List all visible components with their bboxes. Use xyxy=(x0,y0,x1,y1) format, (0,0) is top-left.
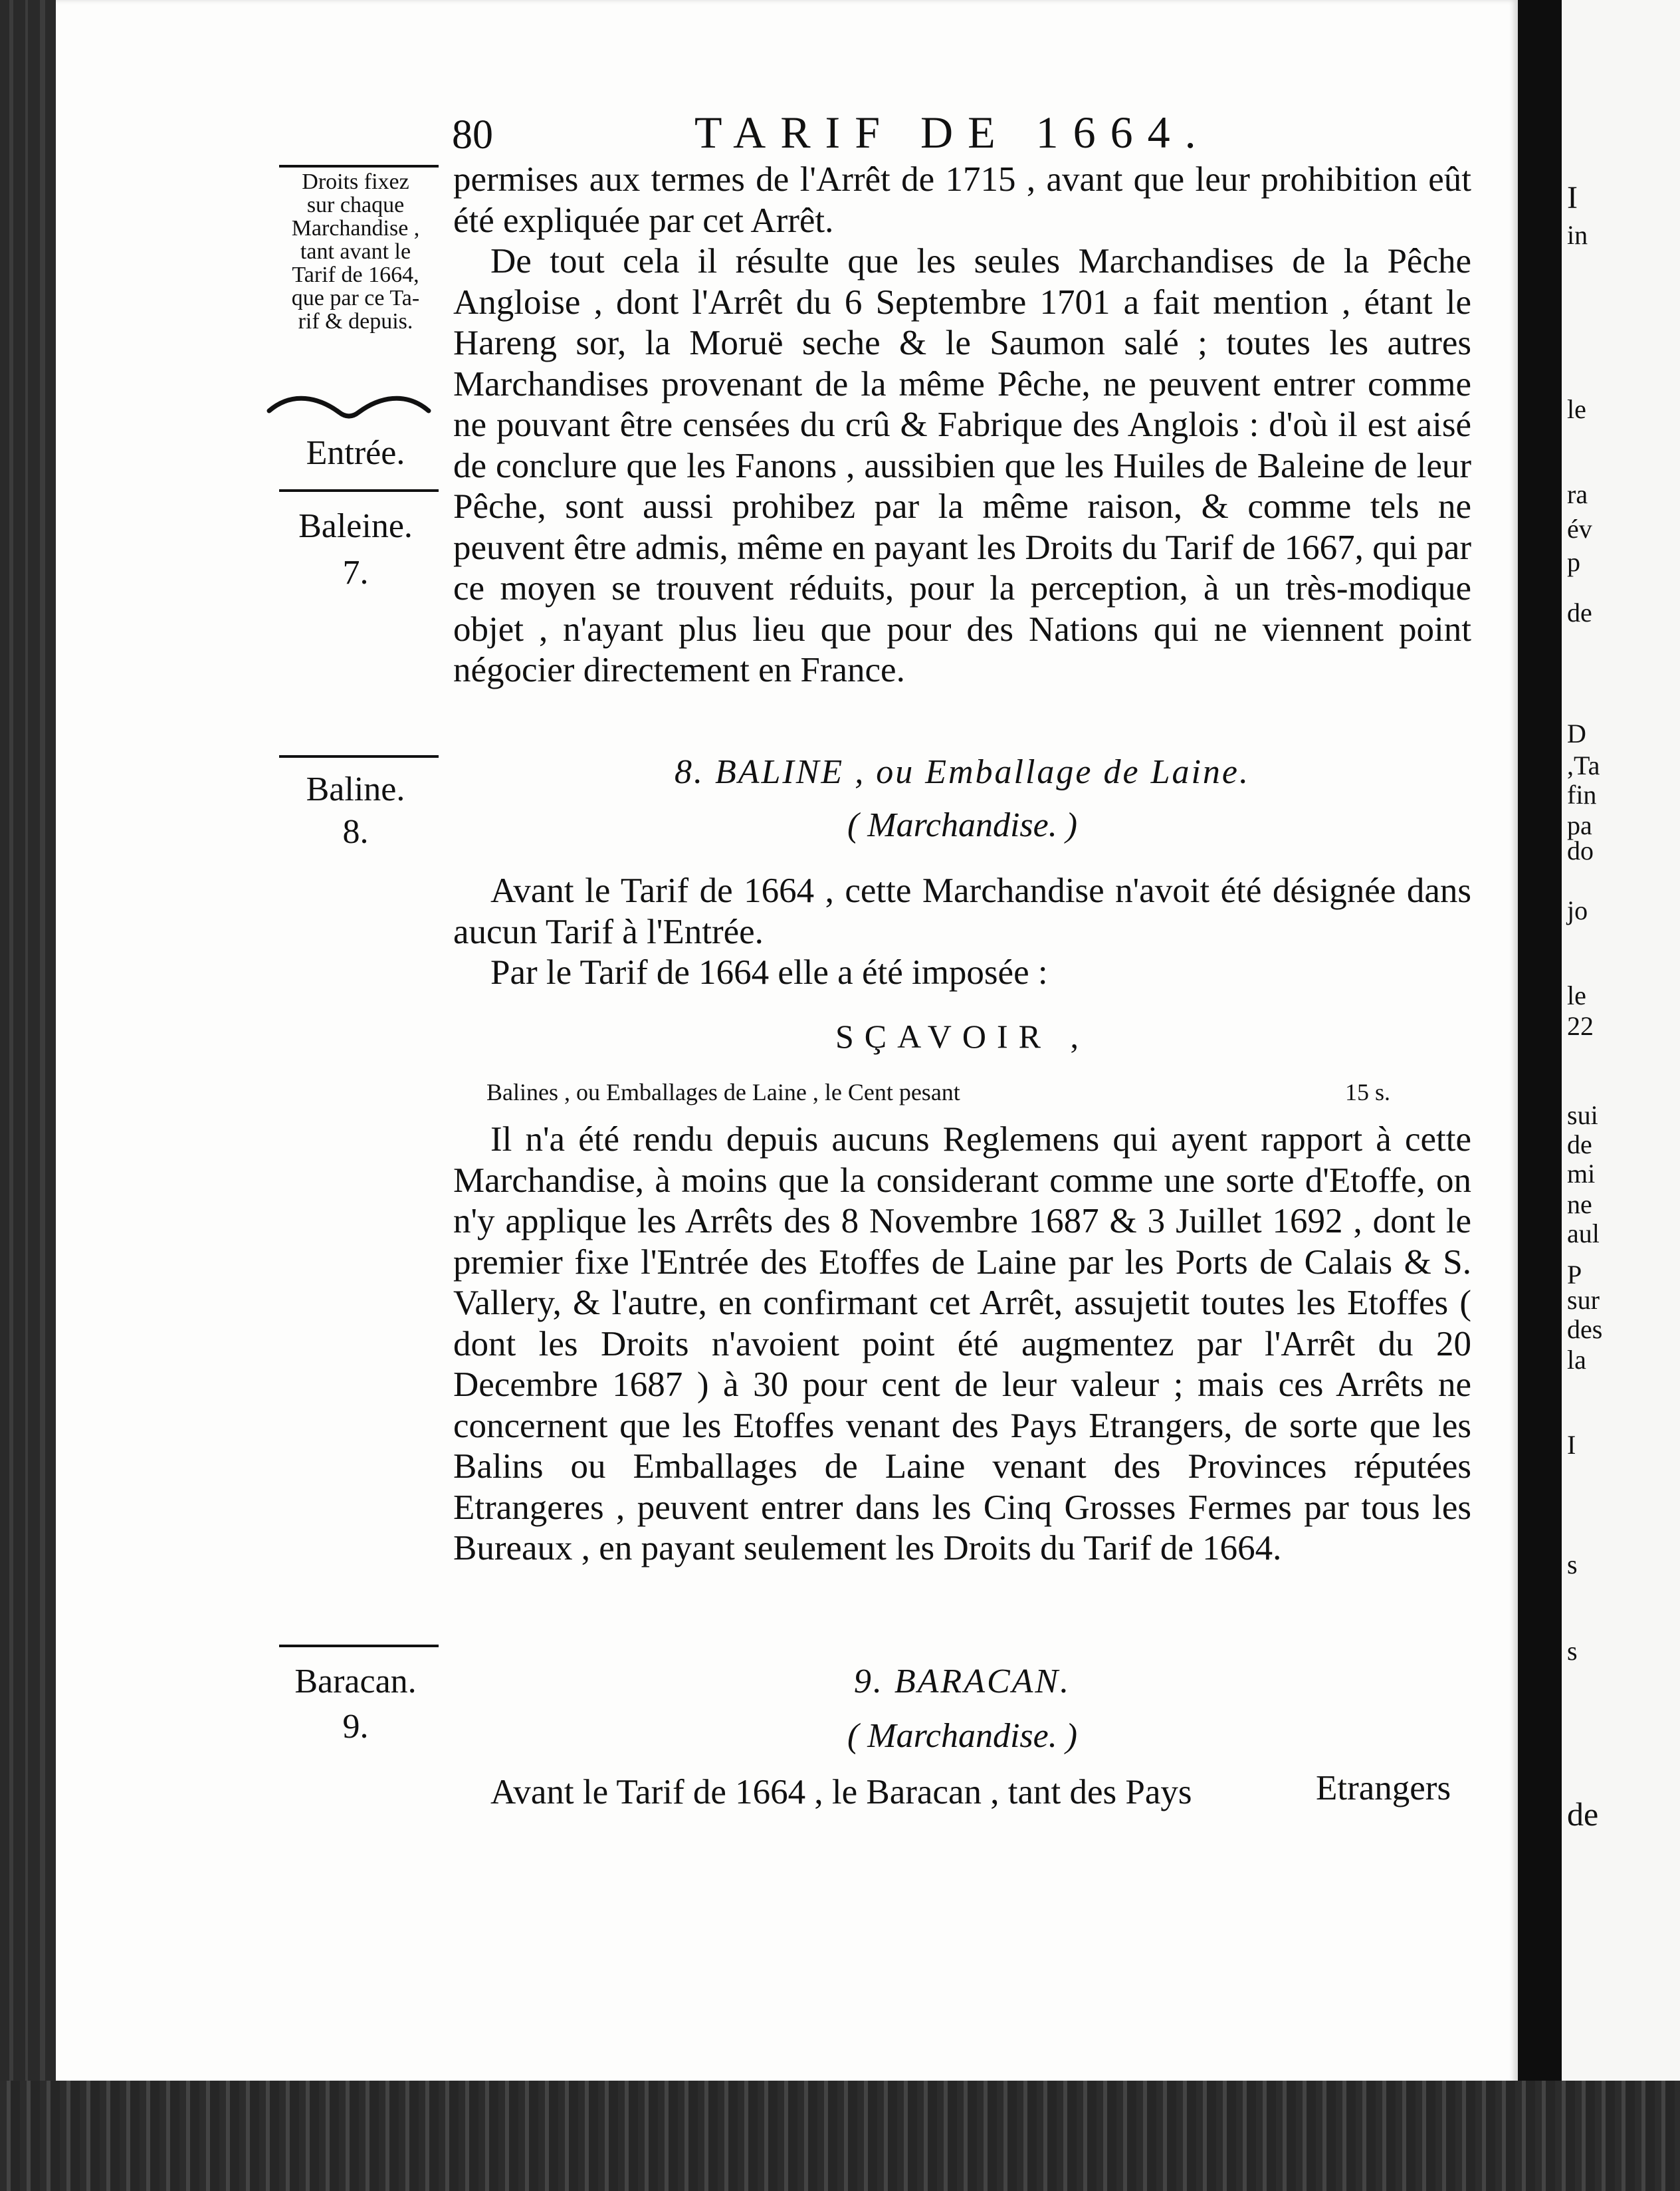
scan-bottom-edge xyxy=(0,2081,1680,2191)
facing-fragment: de xyxy=(1567,598,1592,628)
section-heading-9: 9. BARACAN. xyxy=(853,1663,1071,1700)
margin-note-line: Tarif de 1664, xyxy=(292,263,419,287)
tariff-price: 15 s. xyxy=(1344,1079,1390,1105)
margin-baracan-title: Baracan. xyxy=(294,1663,417,1700)
section-subheading-8: ( Marchandise. ) xyxy=(847,806,1078,844)
facing-fragment: la xyxy=(1567,1345,1586,1375)
margin-baleine-title: Baleine. xyxy=(298,507,413,545)
facing-fragment: pa xyxy=(1567,810,1592,840)
margin-baleine-number: 7. xyxy=(342,554,369,592)
facing-fragment: p xyxy=(1567,547,1580,577)
facing-fragment: do xyxy=(1567,836,1594,865)
margin-baracan-number: 9. xyxy=(342,1708,369,1746)
paragraph: Il n'a été rendu depuis aucuns Reglemens qui ayent rapport à cette Marchandise, à moins que la considerant comme une sorte d'Etoffe, on n'y applique les Arrêts des 8 Novembre 1687 & 3 Juillet 1692 , dont le premier fixe l'Entrée des Etoffes de Laine par les Ports de Calais & S. Vallery, & l'autre, en confirmant cet Arrêt, assujetit toutes les Etoffes ( dont les Droits n'avoient point été augmentez par l'Arrêt du 20 Decembre 1687 ) à 30 pour cent de leur valeur ; mais ces Arrêts ne concernent que les Etoffes venant des Pays Etrangers, de sorte que les Balins ou Emballages de Laine venant des Provinces réputées Etrangeres , peuvent entrer dans les Cinq Grosses Fermes par tous les Bureaux , en payant seulement les Droits du Tarif de 1664. xyxy=(453,1120,1471,1567)
section-subheading-9: ( Marchandise. ) xyxy=(847,1717,1078,1755)
facing-fragment: P xyxy=(1567,1260,1582,1290)
margin-note-line: tant avant le xyxy=(300,239,411,264)
margin-entree: Entrée. xyxy=(306,434,405,472)
facing-fragment: s xyxy=(1567,1636,1578,1666)
facing-fragment: le xyxy=(1567,394,1586,424)
facing-fragment: des xyxy=(1567,1314,1603,1344)
text-block-3 xyxy=(453,1119,1471,1569)
tariff-item: Balines , ou Emballages de Laine , le Cent pesant xyxy=(486,1079,960,1105)
margin-rule-1 xyxy=(279,165,439,168)
paragraph: Par le Tarif de 1664 elle a été imposée : xyxy=(490,953,1048,992)
scavoir-heading: SÇAVOIR , xyxy=(835,1018,1090,1055)
paragraph: Avant le Tarif de 1664 , cette Marchandise n'avoit été désignée dans aucun Tarif à l'Entrée. xyxy=(453,871,1471,951)
facing-fragment: sur xyxy=(1567,1285,1600,1315)
margin-baline-number: 8. xyxy=(342,813,369,851)
margin-rule-3 xyxy=(279,755,439,758)
facing-fragment: I xyxy=(1567,1430,1576,1460)
margin-note-line: Droits fixez xyxy=(302,170,409,194)
section-heading-8: 8. BALINE , ou Emballage de Laine. xyxy=(674,753,1251,791)
paragraph: De tout cela il résulte que les seules Marchandises de la Pêche Angloise , dont l'Arrêt du 6 Septembre 1701 a fait mention , étant le Hareng sor, la Moruë seche & le Saumon salé ; toutes les autres Marchandises provenant de la même Pêche, ne peuvent entrer comme ne pouvant être censées du crû & Fabrique des Anglois : d'où il est aisé de conclure que les Fanons , aussibien que les Huiles de Baleine de leur Pêche, sont aussi prohibez par la même raison, & comme tels ne peuvent être admis, même en payant les Droits du Tarif de 1667, qui par ce moyen se trouvent réduits, pour la perception, à un très-modique objet , n'ayant plus lieu que pour des Nations qui ne viennent point négocier directement en France. xyxy=(453,242,1471,689)
facing-fragment: I xyxy=(1567,180,1578,215)
running-title: TARIF DE 1664. xyxy=(694,107,1211,158)
margin-rule-2 xyxy=(279,489,439,492)
facing-fragment: aul xyxy=(1567,1218,1600,1248)
facing-fragment: év xyxy=(1567,514,1592,544)
margin-baline-title: Baline. xyxy=(306,770,405,808)
facing-fragment: de xyxy=(1567,1795,1599,1833)
margin-rule-4 xyxy=(279,1645,439,1647)
facing-fragment: fin xyxy=(1567,780,1597,810)
ornament-swash xyxy=(266,384,432,424)
scan-left-edge xyxy=(0,0,56,2191)
facing-fragment: de xyxy=(1567,1129,1592,1159)
margin-note-line: sur chaque xyxy=(306,193,405,217)
book-gutter xyxy=(1518,0,1562,2191)
facing-fragment: mi xyxy=(1567,1159,1596,1189)
paragraph: permises aux termes de l'Arrêt de 1715 , avant que leur prohibition eût été expliquée par cet Arrêt. xyxy=(453,160,1471,240)
facing-fragment: le xyxy=(1567,980,1586,1010)
margin-note-line: Marchandise , xyxy=(291,216,420,241)
facing-fragment: s xyxy=(1567,1550,1578,1579)
facing-fragment: sui xyxy=(1567,1100,1598,1130)
facing-fragment: ne xyxy=(1567,1189,1592,1219)
facing-page xyxy=(1562,0,1680,2081)
catchword: Etrangers xyxy=(1316,1769,1451,1807)
margin-note-line: rif & depuis. xyxy=(298,309,413,334)
facing-fragment: 22 xyxy=(1567,1011,1594,1041)
facing-fragment: ra xyxy=(1567,479,1588,509)
paragraph: Avant le Tarif de 1664 , le Baracan , tant des Pays xyxy=(490,1773,1192,1811)
facing-fragment: D xyxy=(1567,719,1586,749)
margin-note xyxy=(266,170,445,333)
facing-fragment: in xyxy=(1567,220,1588,250)
tariff-entry xyxy=(486,1078,1390,1106)
margin-note-line: que par ce Ta- xyxy=(291,286,420,310)
facing-fragment: ,Ta xyxy=(1567,750,1600,780)
text-block-2 xyxy=(453,871,1471,994)
page-number: 80 xyxy=(452,112,493,158)
text-block-1 xyxy=(453,160,1471,691)
facing-fragment: jo xyxy=(1567,895,1588,925)
